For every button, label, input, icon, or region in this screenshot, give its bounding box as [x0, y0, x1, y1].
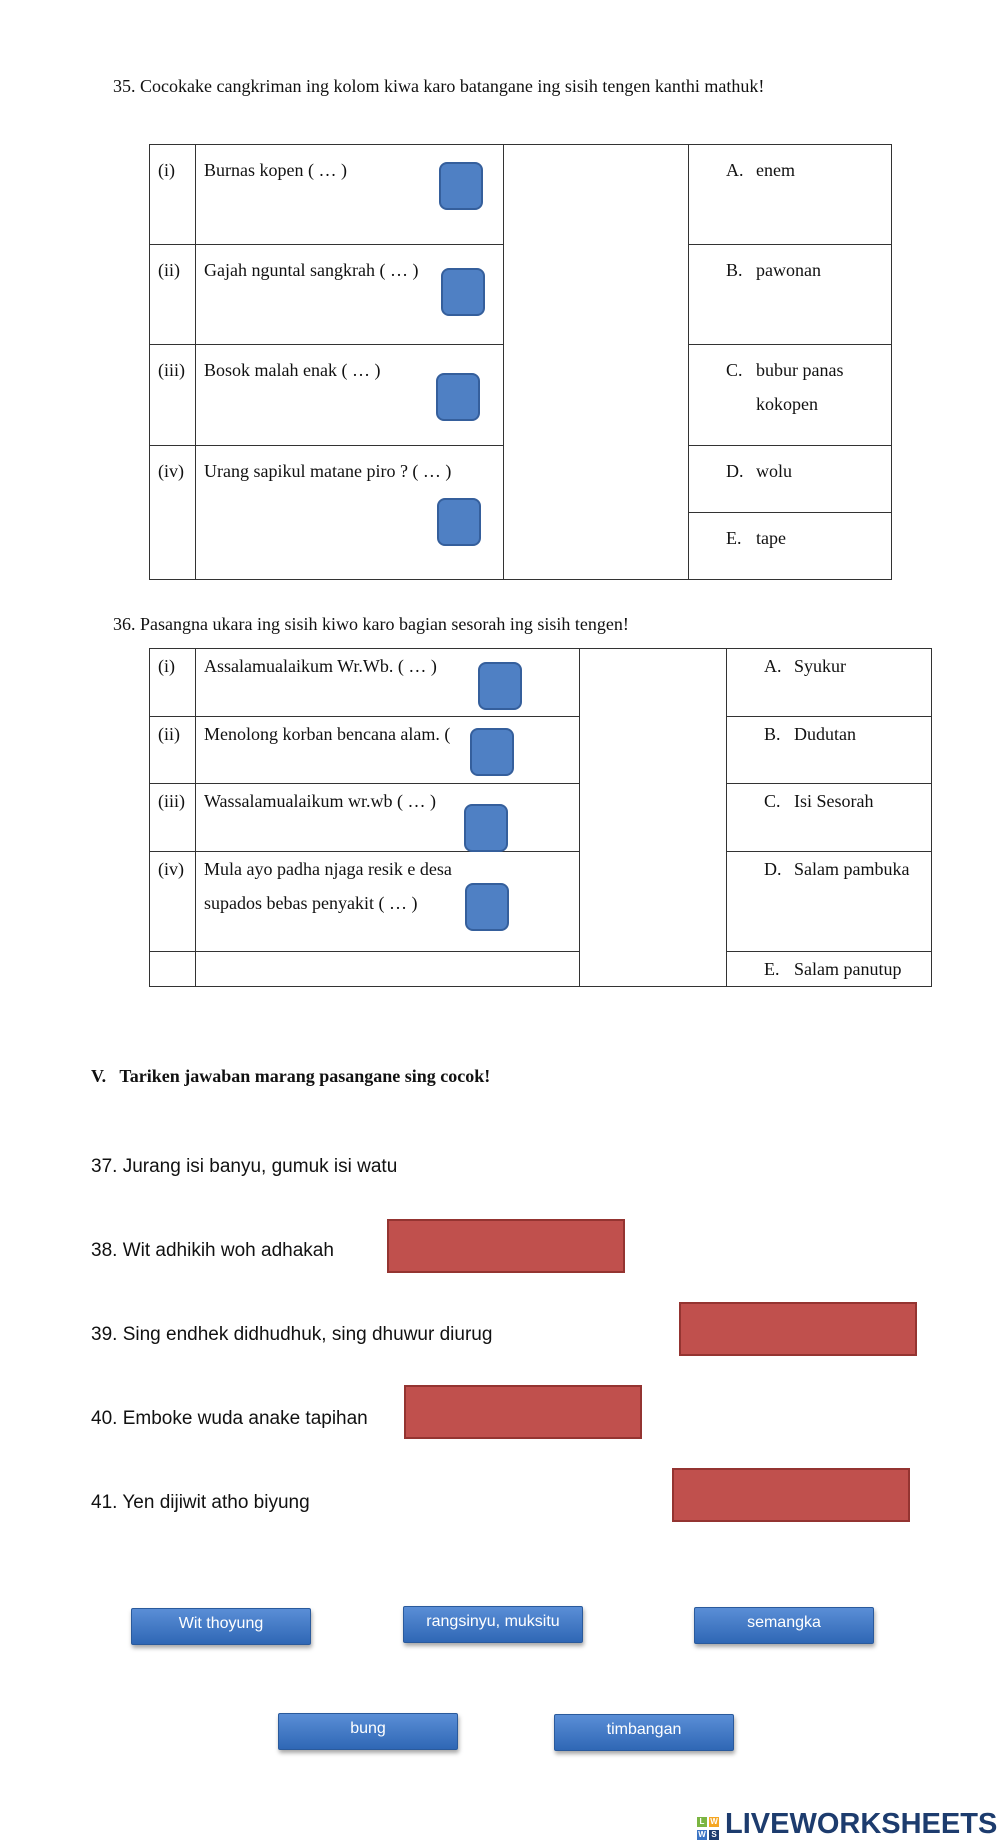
q36-item-2: Menolong korban bencana alam. (: [196, 717, 580, 784]
q36-option-a-letter: A.: [764, 656, 782, 676]
q35-option-e-text: tape: [756, 528, 786, 548]
q36-num-3: (iii): [150, 784, 196, 852]
q36-option-e: [727, 952, 932, 987]
q35-option-d-letter: D.: [726, 461, 744, 481]
q35-item-3: Bosok malah enak ( … ): [196, 345, 504, 446]
q36-answer-box-4[interactable]: [465, 883, 509, 931]
q35-option-a: [689, 145, 892, 245]
q36-option-c: [727, 784, 932, 852]
q35-num-1: (i): [150, 145, 196, 245]
question-37: 37. Jurang isi banyu, gumuk isi watu: [91, 1156, 398, 1177]
q35-answer-box-4[interactable]: [437, 498, 481, 546]
answer-bung-button[interactable]: bung: [278, 1713, 458, 1750]
q36-item-4-line2: supados bebas penyakit ( … ): [204, 893, 418, 913]
q36-item-5-empty: [196, 952, 580, 987]
answer-slot-38[interactable]: [387, 1219, 625, 1273]
q35-option-d-text: wolu: [756, 461, 792, 481]
q36-option-b: [727, 717, 932, 784]
question-39: 39. Sing endhek didhudhuk, sing dhuwur diurug: [91, 1324, 493, 1345]
liveworksheets-logo-icon: [696, 1812, 722, 1845]
q36-option-c-letter: C.: [764, 791, 781, 811]
q35-num-4: (iv): [150, 446, 196, 580]
q35-option-e-letter: E.: [726, 528, 742, 548]
q36-heading: 36. Pasangna ukara ing sisih kiwo karo bagian sesorah ing sisih tengen!: [113, 614, 629, 634]
q36-answer-box-1[interactable]: [478, 662, 522, 710]
answer-semangka-button[interactable]: semangka: [694, 1607, 874, 1644]
q36-num-5-empty: [150, 952, 196, 987]
logo-cell-3: W: [698, 1830, 706, 1839]
answer-slot-39[interactable]: [679, 1302, 917, 1356]
q36-option-b-text: Dudutan: [794, 724, 856, 744]
q35-answer-box-1[interactable]: [439, 162, 483, 210]
answer-rangsinyu-button[interactable]: rangsinyu, muksitu: [403, 1606, 583, 1643]
q35-num-3: (iii): [150, 345, 196, 446]
q36-num-4: (iv): [150, 852, 196, 952]
q36-option-d-text: Salam pambuka: [794, 859, 910, 879]
question-38: 38. Wit adhikih woh adhakah: [91, 1240, 334, 1261]
q36-answer-box-3[interactable]: [464, 804, 508, 852]
q36-answer-box-2[interactable]: [470, 728, 514, 776]
q35-option-c-text2: kokopen: [756, 394, 818, 414]
q35-option-c-text: bubur panas: [756, 360, 844, 380]
q36-option-a: [727, 649, 932, 717]
answer-slot-40[interactable]: [404, 1385, 642, 1439]
q35-option-a-text: enem: [756, 160, 795, 180]
q36-item-4: [196, 852, 580, 952]
q35-item-2: Gajah nguntal sangkrah ( … ): [196, 245, 504, 345]
question-40: 40. Emboke wuda anake tapihan: [91, 1408, 368, 1429]
q36-option-b-letter: B.: [764, 724, 781, 744]
q36-num-1: (i): [150, 649, 196, 717]
q35-item-4: Urang sapikul matane piro ? ( … ): [196, 446, 504, 580]
q35-option-b-text: pawonan: [756, 260, 821, 280]
q35-option-c-letter: C.: [726, 360, 743, 380]
q35-option-a-letter: A.: [726, 160, 744, 180]
q36-blank-column: [580, 649, 727, 987]
q36-table: [149, 648, 932, 987]
liveworksheets-wordmark: LIVEWORKSHEETS: [725, 1808, 998, 1840]
q35-item-1: Burnas kopen ( … ): [196, 145, 504, 245]
q35-option-d: [689, 446, 892, 513]
q36-item-1: Assalamualaikum Wr.Wb. ( … ): [196, 649, 580, 717]
q35-answer-box-2[interactable]: [441, 268, 485, 316]
question-41: 41. Yen dijiwit atho biyung: [91, 1492, 310, 1513]
q36-option-d-letter: D.: [764, 859, 782, 879]
q35-blank-column: [504, 145, 689, 580]
q36-item-3: Wassalamualaikum wr.wb ( … ): [196, 784, 580, 852]
answer-wit-thoyung-button[interactable]: Wit thoyung: [131, 1608, 311, 1645]
logo-cell-4: S: [709, 1830, 719, 1840]
q36-option-c-text: Isi Sesorah: [794, 791, 874, 811]
q35-option-b: [689, 245, 892, 345]
answer-slot-41[interactable]: [672, 1468, 910, 1522]
q36-option-e-letter: E.: [764, 959, 780, 979]
q35-option-c: [689, 345, 892, 446]
q35-answer-box-3[interactable]: [436, 373, 480, 421]
q35-option-e: [689, 513, 892, 580]
q36-item-4-line1: Mula ayo padha njaga resik e desa: [204, 859, 452, 879]
section-v-heading: V. Tariken jawaban marang pasangane sing cocok!: [91, 1066, 491, 1086]
liveworksheets-brand: [696, 1808, 997, 1840]
q36-option-a-text: Syukur: [794, 656, 847, 676]
logo-cell-1: L: [697, 1817, 707, 1827]
q36-option-d: [727, 852, 932, 952]
q36-num-2: (ii): [150, 717, 196, 784]
q35-table: [149, 144, 892, 580]
q35-option-b-letter: B.: [726, 260, 743, 280]
answer-timbangan-button[interactable]: timbangan: [554, 1714, 734, 1751]
q36-option-e-text: Salam panutup: [794, 959, 902, 979]
logo-cell-2: W: [710, 1817, 718, 1826]
q35-num-2: (ii): [150, 245, 196, 345]
q35-heading: 35. Cocokake cangkriman ing kolom kiwa karo batangane ing sisih tengen kanthi mathuk!: [113, 76, 765, 96]
